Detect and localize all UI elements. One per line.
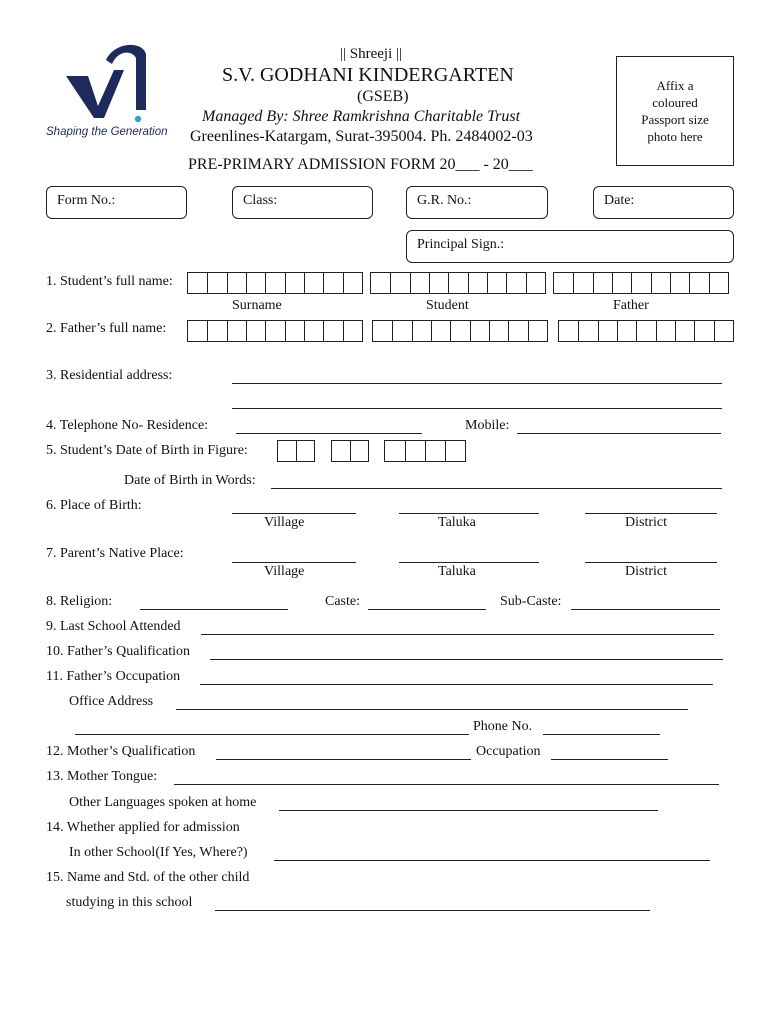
- q14-label: 14. Whether applied for admission: [46, 820, 240, 835]
- birth-village-line[interactable]: [232, 513, 356, 514]
- student-surname-cells[interactable]: [187, 272, 363, 294]
- shreeji-line: || Shreeji ||: [340, 46, 402, 62]
- native-district-line[interactable]: [585, 562, 717, 563]
- father-father-cells[interactable]: [558, 320, 734, 342]
- office-address-label: Office Address: [69, 694, 154, 709]
- gr-no-box[interactable]: [406, 186, 548, 219]
- photo-box-line: Passport size: [641, 112, 709, 127]
- principal-sign-label: Principal Sign.:: [417, 237, 505, 252]
- other-languages-line[interactable]: [279, 810, 658, 811]
- q11-label: 11. Father’s Occupation: [46, 669, 181, 684]
- dob-year-cells[interactable]: [384, 440, 466, 462]
- mother-occupation-label: Occupation: [476, 744, 541, 759]
- logo-tagline: Shaping the Generation: [46, 126, 168, 138]
- q5-label: 5. Student’s Date of Birth in Figure:: [46, 443, 248, 458]
- photo-box-line: coloured: [652, 95, 698, 110]
- father-occupation-line[interactable]: [200, 684, 713, 685]
- sub-label-student: Student: [426, 298, 469, 313]
- sub-label-father: Father: [613, 298, 649, 313]
- q8-label: 8. Religion:: [46, 594, 113, 609]
- school-logo-mark: [58, 40, 158, 122]
- photo-box-line: Affix a: [656, 78, 694, 93]
- school-name: S.V. GODHANI KINDERGARTEN: [222, 64, 514, 86]
- managed-by: Managed By: Shree Ramkrishna Charitable Trust: [202, 108, 521, 125]
- q13-label: 13. Mother Tongue:: [46, 769, 158, 784]
- q10-label: 10. Father’s Qualification: [46, 644, 190, 659]
- subcaste-line[interactable]: [571, 609, 720, 610]
- sub-label-village: Village: [264, 564, 305, 579]
- other-school-line[interactable]: [274, 860, 710, 861]
- photo-box: [616, 56, 734, 166]
- class-label: Class:: [243, 193, 278, 208]
- address-line-1[interactable]: [232, 383, 722, 384]
- other-languages-label: Other Languages spoken at home: [69, 795, 257, 810]
- caste-label: Caste:: [325, 594, 360, 609]
- date-box[interactable]: [593, 186, 734, 219]
- mother-occupation-line[interactable]: [551, 759, 668, 760]
- form-title: PRE-PRIMARY ADMISSION FORM 20___ - 20___: [188, 156, 533, 173]
- photo-box-line: photo here: [647, 129, 703, 144]
- q15-label: 15. Name and Std. of the other child: [46, 870, 250, 885]
- q7-label: 7. Parent’s Native Place:: [46, 546, 184, 561]
- q9-label: 9. Last School Attended: [46, 619, 181, 634]
- form-no-label: Form No.:: [57, 193, 116, 208]
- sub-label-taluka: Taluka: [438, 564, 476, 579]
- sub-label-village: Village: [264, 515, 305, 530]
- mobile-line[interactable]: [517, 433, 721, 434]
- other-child-line[interactable]: [215, 910, 650, 911]
- student-father-cells[interactable]: [553, 272, 729, 294]
- gr-no-label: G.R. No.:: [417, 193, 472, 208]
- sub-label-surname: Surname: [232, 298, 282, 313]
- birth-taluka-line[interactable]: [399, 513, 539, 514]
- dob-words-label: Date of Birth in Words:: [124, 473, 256, 488]
- father-qualification-line[interactable]: [210, 659, 723, 660]
- form-no-box[interactable]: [46, 186, 187, 219]
- office-phone-line[interactable]: [543, 734, 660, 735]
- q12-label: 12. Mother’s Qualification: [46, 744, 196, 759]
- other-school-label: In other School(If Yes, Where?): [69, 845, 248, 860]
- residence-phone-line[interactable]: [236, 433, 422, 434]
- native-taluka-line[interactable]: [399, 562, 539, 563]
- office-address-line-1[interactable]: [176, 709, 688, 710]
- dob-month-cells[interactable]: [331, 440, 369, 462]
- office-phone-label: Phone No.: [473, 719, 533, 734]
- birth-district-line[interactable]: [585, 513, 717, 514]
- other-child-label: studying in this school: [66, 895, 193, 910]
- mobile-label: Mobile:: [465, 418, 510, 433]
- sub-label-taluka: Taluka: [438, 515, 476, 530]
- sub-label-district: District: [625, 515, 667, 530]
- religion-line[interactable]: [140, 609, 288, 610]
- office-address-line-2[interactable]: [75, 734, 469, 735]
- q2-label: 2. Father’s full name:: [46, 321, 167, 336]
- board-name: (GSEB): [357, 88, 409, 105]
- principal-sign-box[interactable]: [406, 230, 734, 263]
- date-label: Date:: [604, 193, 635, 208]
- school-address: Greenlines-Katargam, Surat-395004. Ph. 2484002-03: [190, 128, 533, 145]
- school-logo: [58, 40, 158, 122]
- student-name-cells[interactable]: [370, 272, 546, 294]
- native-village-line[interactable]: [232, 562, 356, 563]
- address-line-2[interactable]: [232, 408, 722, 409]
- q6-label: 6. Place of Birth:: [46, 498, 142, 513]
- dob-day-cells[interactable]: [277, 440, 315, 462]
- sub-label-district: District: [625, 564, 667, 579]
- last-school-line[interactable]: [201, 634, 714, 635]
- q1-label: 1. Student’s full name:: [46, 274, 173, 289]
- father-surname-cells[interactable]: [187, 320, 363, 342]
- mother-qualification-line[interactable]: [216, 759, 471, 760]
- caste-line[interactable]: [368, 609, 486, 610]
- dob-words-line[interactable]: [271, 488, 722, 489]
- class-box[interactable]: [232, 186, 373, 219]
- father-name-cells[interactable]: [372, 320, 548, 342]
- subcaste-label: Sub-Caste:: [500, 594, 562, 609]
- q4-label: 4. Telephone No- Residence:: [46, 418, 209, 433]
- mother-tongue-line[interactable]: [174, 784, 719, 785]
- q3-label: 3. Residential address:: [46, 368, 173, 383]
